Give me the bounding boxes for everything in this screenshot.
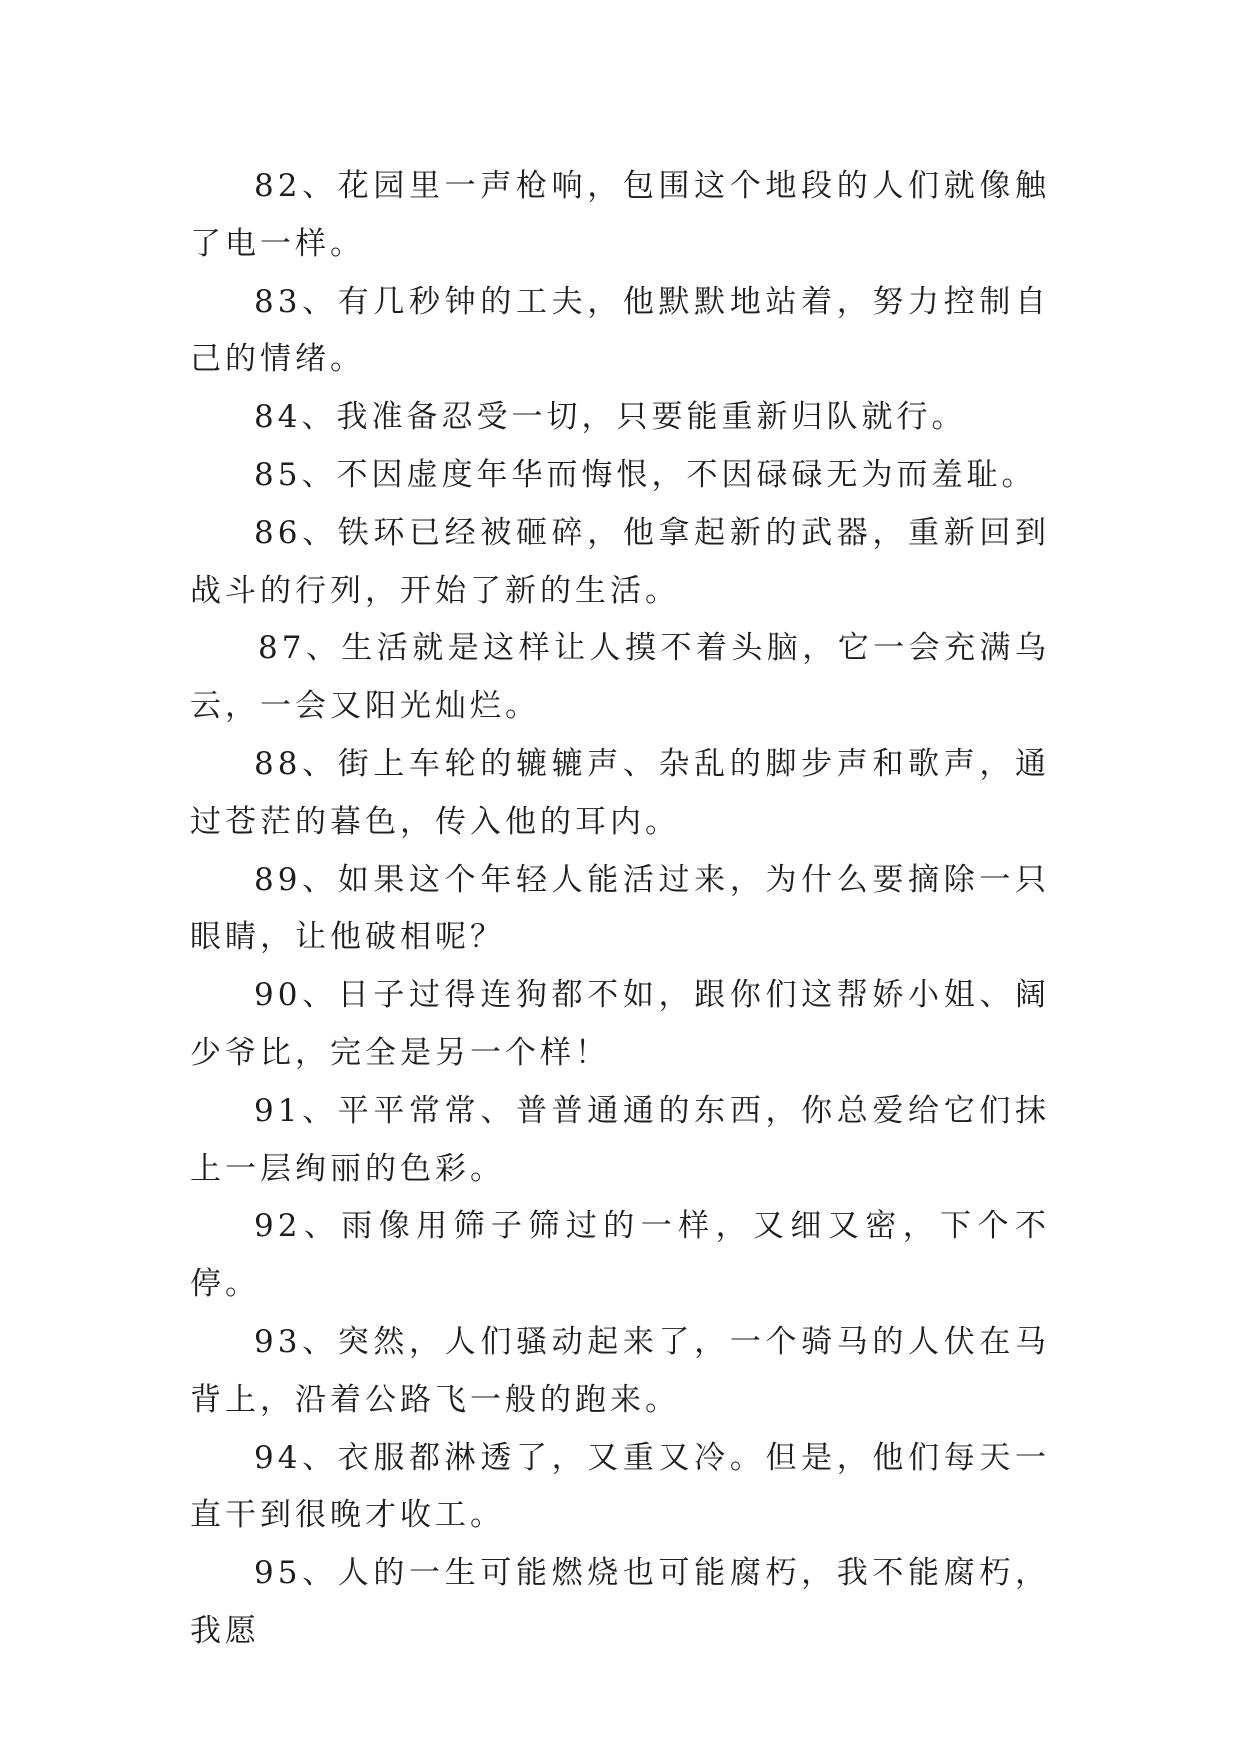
paragraph-92: 92、雨像用筛子筛过的一样，又细又密，下个不停。 [190, 1208, 1050, 1303]
paragraph-87: 87、生活就是这样让人摸不着头脑，它一会充满乌云，一会又阳光灿烂。 [190, 630, 1050, 725]
paragraph-83: 83、有几秒钟的工夫，他默默地站着，努力控制自己的情绪。 [190, 283, 1050, 378]
paragraph-89: 89、如果这个年轻人能活过来，为什么要摘除一只眼睛，让他破相呢？ [190, 861, 1050, 956]
paragraph-82: 82、花园里一声枪响，包围这个地段的人们就像触了电一样。 [190, 168, 1050, 262]
paragraph-91: 91、平平常常、普普通通的东西，你总爱给它们抹上一层绚丽的色彩。 [190, 1092, 1050, 1187]
document-body [190, 158, 1050, 1661]
paragraph-90: 90、日子过得连狗都不如，跟你们这帮娇小姐、阔少爷比，完全是另一个样！ [190, 977, 1050, 1071]
paragraph-93: 93、突然，人们骚动起来了，一个骑马的人伏在马背上，沿着公路飞一般的跑来。 [190, 1323, 1050, 1418]
paragraph-95: 95、人的一生可能燃烧也可能腐朽，我不能腐朽，我愿 [190, 1555, 1050, 1649]
paragraph-84: 84、我准备忍受一切，只要能重新归队就行。 [254, 399, 967, 436]
paragraph-86: 86、铁环已经被砸碎，他拿起新的武器，重新回到战斗的行列，开始了新的生活。 [190, 514, 1050, 609]
paragraph-94: 94、衣服都淋透了，又重又冷。但是，他们每天一直干到很晚才收工。 [190, 1439, 1050, 1534]
paragraph-88: 88、街上车轮的辘辘声、杂乱的脚步声和歌声，通过苍茫的暮色，传入他的耳内。 [190, 745, 1050, 840]
paragraph-85: 85、不因虚度年华而悔恨，不因碌碌无为而羞耻。 [254, 456, 1037, 493]
